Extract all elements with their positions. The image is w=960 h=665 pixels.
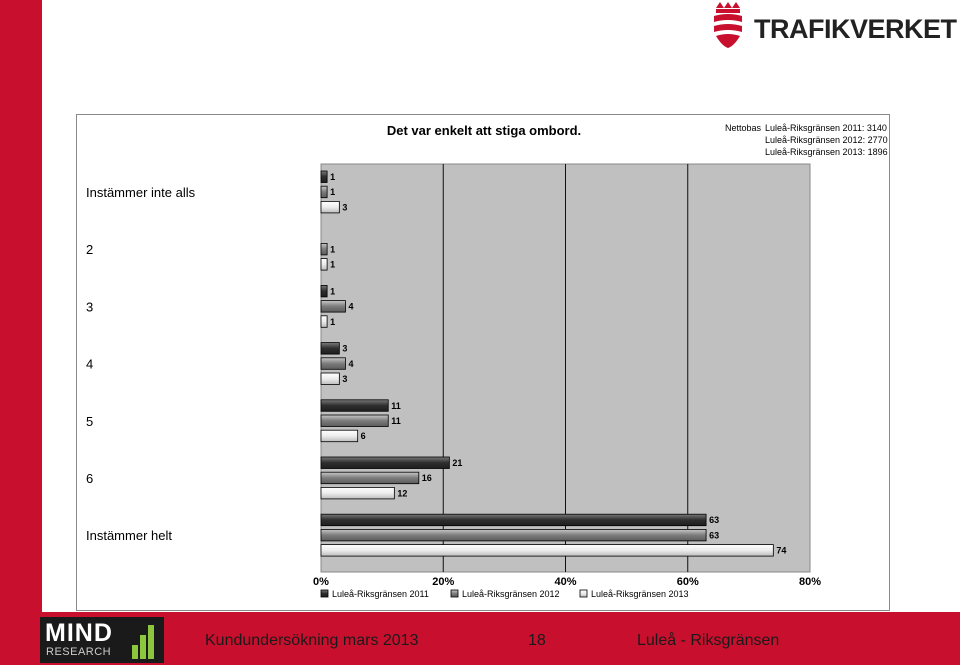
legend-label-series-1: Luleå-Riksgränsen 2011 [332,589,429,599]
x-tick-60: 60% [676,576,699,588]
mind-bars-icon [132,623,160,659]
bar-chart [77,115,889,610]
category-labels [86,185,196,543]
data-label-cat-4-series-2: 4 [348,358,354,369]
bar-cat-6-series-2 [321,472,419,484]
bar-cat-2-series-2 [321,243,327,255]
data-label-cat-4-series-3: 3 [342,374,348,384]
legend-swatch-series-1 [321,590,328,597]
x-tick-40: 40% [554,576,577,588]
x-tick-0: 0% [313,576,329,588]
bar-cat-2-series-3 [321,259,327,271]
data-label-cat-7-series-2: 63 [709,530,720,541]
bar-cat-4-series-1 [321,343,339,355]
crown-shield-icon [708,2,748,50]
bar-cat-4-series-3 [321,373,339,385]
legend [321,589,689,599]
x-tick-80: 80% [798,576,822,588]
data-label-cat-2-series-3: 1 [330,259,336,270]
data-label-cat-3-series-3: 1 [330,316,336,327]
bar-cat-3-series-1 [321,285,327,297]
category-label-cat-1: Instämmer inte alls [86,185,196,200]
data-label-cat-5-series-3: 6 [360,431,366,442]
data-label-cat-7-series-3: 74 [776,545,787,556]
x-axis-ticks [313,576,821,588]
data-label-cat-6-series-3: 12 [397,488,408,499]
bar-cat-5-series-1 [321,400,388,412]
bar-cat-5-series-3 [321,430,358,442]
footer-page-number: 18 [528,632,546,649]
bar-cat-3-series-2 [321,301,345,313]
left-accent-bar [0,0,42,665]
data-label-cat-1-series-1: 1 [330,172,336,182]
bar-cat-7-series-1 [321,514,706,526]
base-entry-2013: Luleå-Riksgränsen 2013: 1896 [765,147,888,157]
bar-cat-1-series-2 [321,186,327,198]
legend-swatch-series-2 [451,590,458,597]
footer-survey: Kundundersökning mars 2013 [205,632,419,649]
data-label-cat-3-series-2: 4 [348,301,354,312]
legend-label-series-2: Luleå-Riksgränsen 2012 [462,589,560,599]
mind-logo-sub: RESEARCH [46,646,112,658]
category-label-cat-5: 5 [86,413,94,429]
base-entry-2012: Luleå-Riksgränsen 2012: 2770 [765,135,888,145]
bar-cat-7-series-3 [321,545,773,557]
data-label-cat-4-series-1: 3 [342,343,348,354]
category-label-cat-7: Instämmer helt [86,528,172,544]
mind-research-logo [40,617,164,663]
x-tick-20: 20% [432,576,455,588]
data-label-cat-3-series-1: 1 [330,286,336,297]
bar-cat-3-series-3 [321,316,327,328]
legend-swatch-series-3 [580,590,587,597]
bar-cat-4-series-2 [321,358,345,370]
category-label-cat-4: 4 [86,356,94,372]
bar-cat-5-series-2 [321,415,388,427]
data-label-cat-1-series-2: 1 [330,187,336,198]
data-label-cat-5-series-1: 11 [391,400,401,411]
data-label-cat-6-series-2: 16 [421,473,432,484]
data-label-cat-7-series-1: 63 [709,515,720,526]
bar-cat-7-series-2 [321,529,706,541]
logo-wordmark: TRAFIKVERKET [754,14,957,44]
mind-logo-word: MIND [45,619,113,647]
legend-label-series-3: Luleå-Riksgränsen 2013 [591,589,689,599]
trafikverket-logo [706,0,960,52]
category-label-cat-2: 2 [86,242,94,258]
category-label-cat-3: 3 [86,299,94,315]
category-label-cat-6: 6 [86,471,94,486]
base-entry-2011: Luleå-Riksgränsen 2011: 3140 [765,123,887,133]
data-label-cat-2-series-2: 1 [330,244,336,255]
footer-route: Luleå - Riksgränsen [637,632,780,649]
data-label-cat-1-series-3: 3 [342,202,348,213]
chart-title: Det var enkelt att stiga ombord. [386,123,582,138]
base-label: Nettobas [724,123,761,133]
bar-cat-1-series-3 [321,201,339,213]
bar-cat-1-series-1 [321,171,327,183]
data-label-cat-5-series-2: 11 [391,416,401,426]
data-label-cat-6-series-1: 21 [452,458,463,468]
bar-cat-6-series-1 [321,457,449,469]
bar-cat-6-series-3 [321,487,394,499]
chart-frame [76,114,890,611]
